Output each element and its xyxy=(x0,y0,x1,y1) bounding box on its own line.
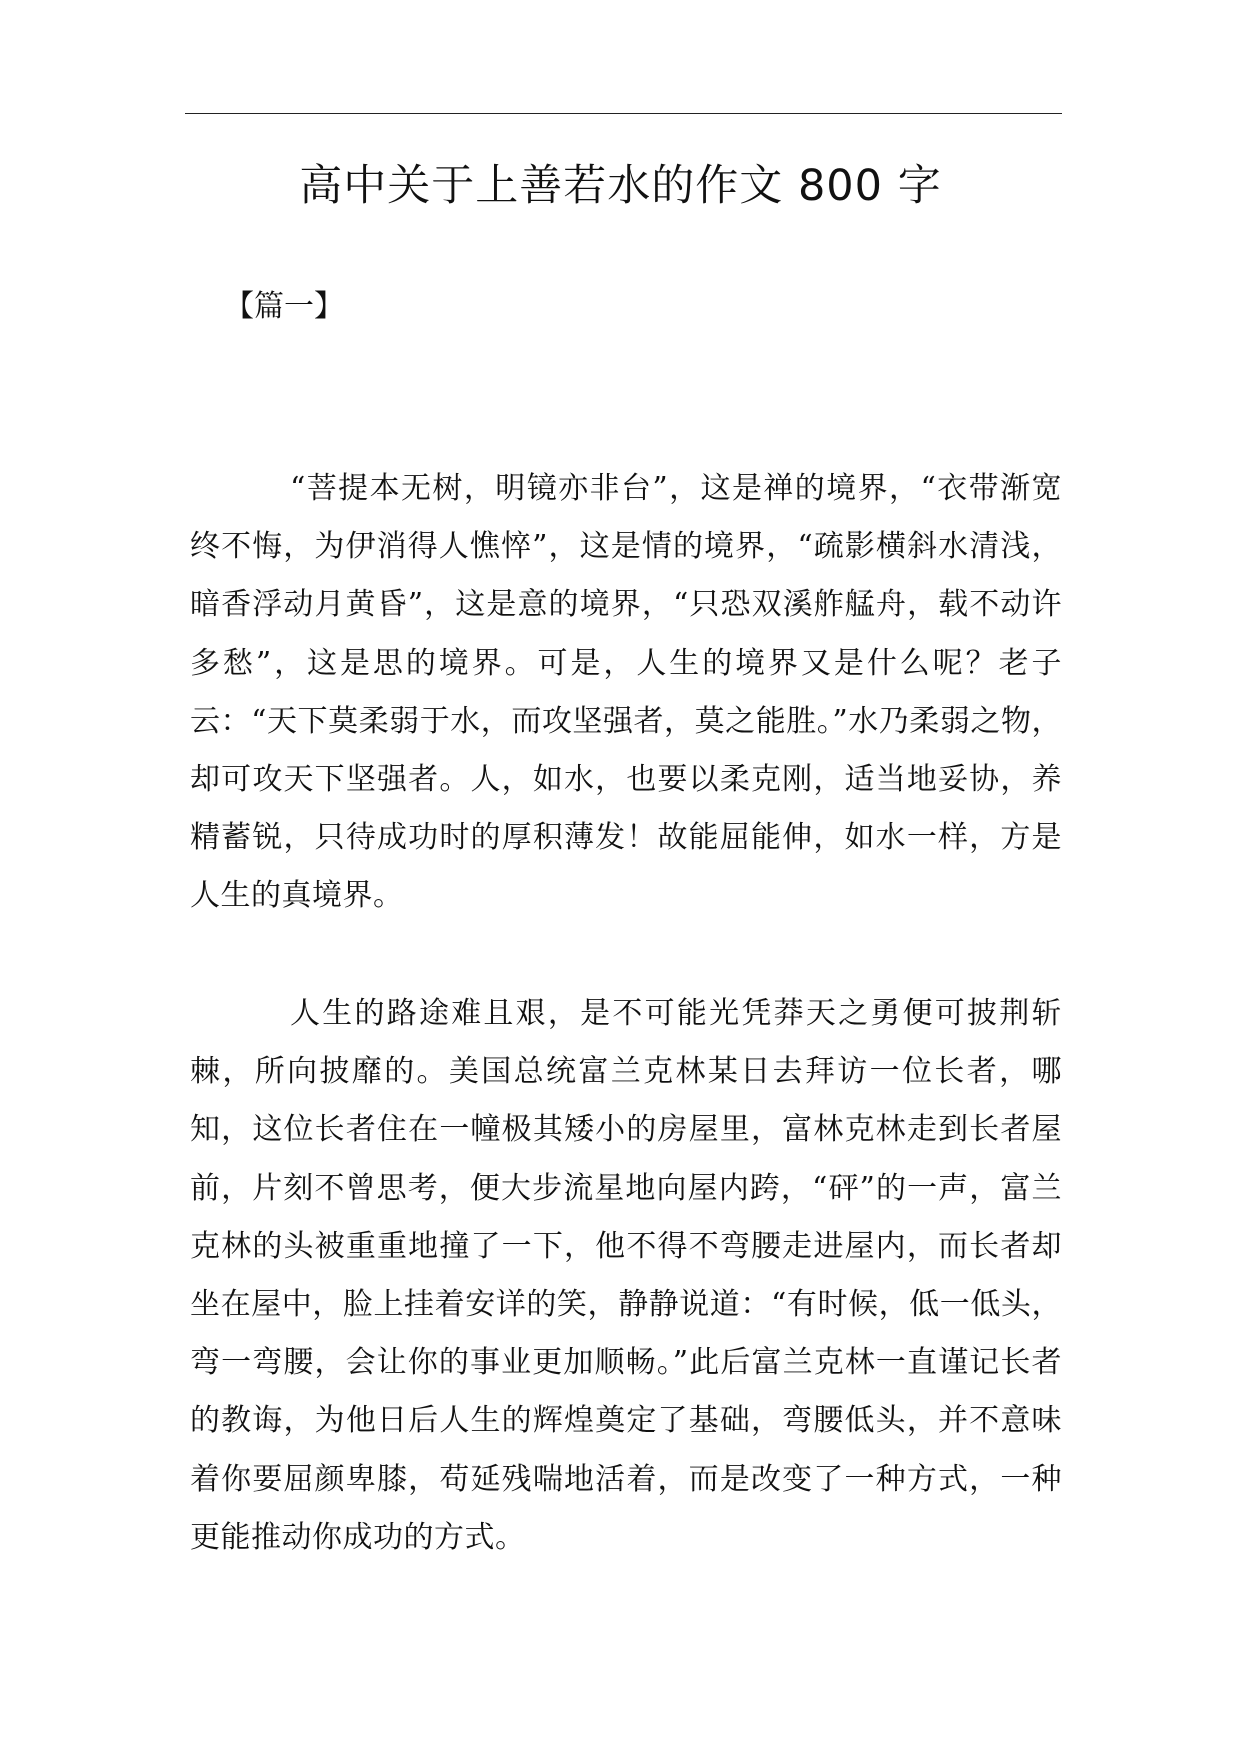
paragraph-2: 人生的路途难且艰，是不可能光凭莽天之勇便可披荆斩棘，所向披靡的。美国总统富兰克林某日去拜访一位长者，哪知，这位长者住在一幢极其矮小的房屋里，富林克林走到长者屋前，片刻不曾思考，便大步流星地向屋内跨，“砰”的一声，富兰克林的头被重重地撞了一下，他不得不弯腰走进屋内，而长者却坐在屋中，脸上挂着安详的笑，静静说道：“有时候，低一低头，弯一弯腰，会让你的事业更加顺畅。”此后富兰克林一直谨记长者的教诲，为他日后人生的辉煌奠定了基础，弯腰低头，并不意味着你要屈颜卑膝，苟延残喘地活着，而是改变了一种方式，一种更能推动你成功的方式。 xyxy=(190,996,1062,1555)
section-label: 【篇一】 xyxy=(224,289,344,324)
header-rule xyxy=(185,113,1062,114)
document-title: 高中关于上善若水的作文 800 字 xyxy=(299,161,942,211)
paragraph-1: “菩提本无树，明镜亦非台”，这是禅的境界，“衣带渐宽终不悔，为伊消得人憔悴”，这是情的境界，“疏影横斜水清浅，暗香浮动月黄昏”，这是意的境界，“只恐双溪舴艋舟，载不动许多愁”，这是思的境界。可是，人生的境界又是什么呢？老子云：“天下莫柔弱于水，而攻坚强者，莫之能胜。”水乃柔弱之物，却可攻天下坚强者。人，如水，也要以柔克刚，适当地妥协，养精蓄锐，只待成功时的厚积薄发！故能屈能伸，如水一样，方是人生的真境界。 xyxy=(190,471,1062,914)
